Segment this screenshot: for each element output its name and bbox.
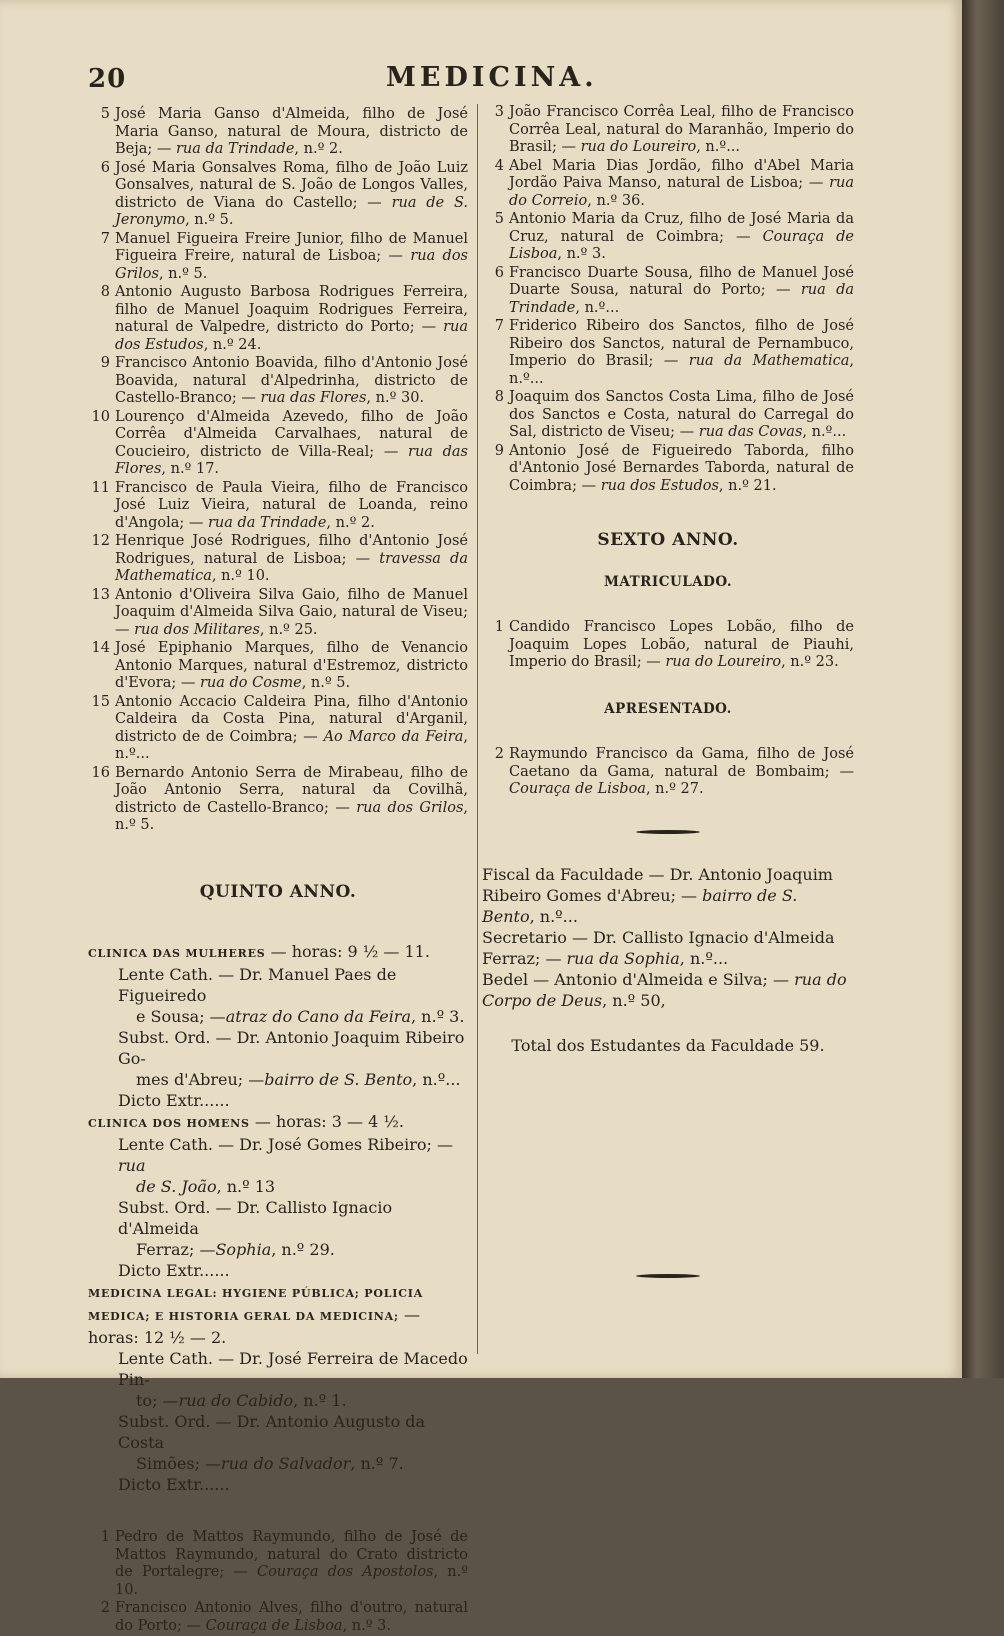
entry-address: rua dos Estudos [115, 319, 468, 353]
entry-address: travessa da Mathematica [115, 550, 468, 584]
list-item [482, 265, 854, 318]
course-staff-continuation: Simões; —rua do Salvador, n.º 7. [136, 1454, 404, 1473]
list-item [482, 746, 854, 799]
entry-text: Francisco Antonio Boavida, filho d'Antonio José Boavida, natural d'Alpedrinha, districto de Castello-Branco; — rua das Flores, n.º 30. [115, 355, 468, 406]
entry-address: rua do Correio [509, 175, 854, 209]
entry-address: rua do Loureiro [580, 139, 697, 155]
entry-text: Francisco Antonio Alves, filho d'outro, natural do Porto; — Couraça de Lisboa, n.º 3. [115, 1600, 468, 1634]
list-item [482, 158, 854, 211]
entry-text: José Maria Ganso d'Almeida, filho de José Maria Ganso, natural de Moura, districto de Beja; — rua da Trindade, n.º 2. [115, 106, 468, 157]
list-item [482, 211, 854, 264]
list-item [88, 106, 468, 159]
list-item [482, 104, 854, 157]
entry-text: Antonio Augusto Barbosa Rodrigues Ferreira, filho de Manuel Joaquim Rodrigues Ferreira, natural de Valpedre, districto do Porto; — rua dos Estudos, n.º 24. [115, 284, 468, 353]
list-item [88, 409, 468, 479]
course-staff-continuation: to; —rua do Cabido, n.º 1. [136, 1391, 347, 1410]
entry-number: 6 [494, 264, 504, 281]
entry-number: 9 [494, 442, 504, 459]
entry-number: 4 [494, 157, 504, 174]
list-item [88, 160, 468, 230]
entry-text: Francisco de Paula Vieira, filho de Francisco José Luiz Vieira, natural de Loanda, reino d'Angola; — rua da Trindade, n.º 2. [115, 479, 468, 531]
entry-text: José Maria Gonsalves Roma, filho de João Luiz Gonsalves, natural de S. João de Longos Valles, districto de Viana do Castello; — rua de S. Jeronymo, n.º 5. [115, 159, 468, 228]
list-item [88, 1600, 468, 1635]
list-item [88, 355, 468, 408]
course-staff-line: Lente Cath. — Dr. José Gomes Ribeiro; — rua [118, 1135, 453, 1175]
course-staff-line: Subst. Ord. — Dr. Antonio Augusto da Costa [118, 1412, 426, 1452]
entry-address: rua dos Grilos [356, 799, 464, 816]
course-staff-continuation: de S. João, n.º 13 [136, 1177, 276, 1196]
course-block [88, 941, 468, 1111]
entry-address: rua da Trindade [207, 514, 327, 531]
entry-address: rua do Cosme [199, 675, 302, 691]
course-block [88, 1111, 468, 1281]
entry-number: 13 [91, 586, 110, 603]
entry-number: 8 [494, 389, 504, 405]
entry-address: rua do Loureiro [665, 654, 782, 670]
entry-number: 2 [100, 1600, 110, 1616]
course-block [88, 1281, 468, 1495]
staff-address: rua do Cabido [178, 1391, 294, 1410]
course-staff-line: Subst. Ord. — Dr. Callisto Ignacio d'Almeida [118, 1198, 393, 1238]
entry-address: Couraça de Lisboa [205, 1617, 343, 1634]
column-rule [477, 104, 478, 1354]
list-item [482, 443, 854, 496]
entry-address: Couraça dos Apostolos [256, 1564, 434, 1580]
student-total: Total dos Estudantes da Faculdade 59. [511, 1035, 825, 1055]
entry-number: 1 [494, 619, 504, 635]
list-item [88, 284, 468, 354]
page-number: 20 [88, 64, 127, 94]
course-heading: CLINICA DOS HOMENS — horas: 3 — 4 ½. [88, 1112, 404, 1131]
entry-number: 12 [91, 533, 110, 549]
entry-number: 9 [100, 355, 110, 371]
section-title-quinto-anno: QUINTO ANNO. [199, 881, 357, 902]
running-head: MEDICINA. [386, 62, 598, 93]
entry-number: 15 [91, 693, 110, 710]
student-list-matriculado [482, 619, 854, 672]
entry-text: Abel Maria Dias Jordão, filho d'Abel Maria Jordão Paiva Manso, natural de Lisboa; — rua do Correio, n.º 36. [509, 157, 854, 209]
course-staff-line: Dicto Extr...... [118, 1091, 230, 1110]
official-entry: Secretario — Dr. Callisto Ignacio d'Almeida Ferraz; — rua da Sophia, n.º... [482, 927, 835, 968]
left-column [88, 106, 468, 1636]
entry-text: Antonio d'Oliveira Silva Gaio, filho de Manuel Joaquim d'Almeida Silva Gaio, natural de Viseu; — rua dos Militares, n.º 25. [115, 586, 468, 638]
course-name: MEDICINA LEGAL: HYGIENE PÚBLICA; POLICIA MEDICA; E HISTORIA GERAL DA MEDICINA; [88, 1287, 424, 1323]
course-name: CLINICA DOS HOMENS [88, 1117, 250, 1130]
entry-address: rua da Trindade [175, 141, 295, 157]
list-item [482, 619, 854, 672]
entry-text: Candido Francisco Lopes Lobão, filho de Joaquim Lopes Lobão, natural de Piauhi, Imperio do Brasil; — rua do Loureiro, n.º 23. [509, 619, 854, 670]
entry-address: rua de S. Jeronymo [115, 194, 468, 228]
entry-text: Bernardo Antonio Serra de Mirabeau, filho de João Antonio Serra, natural da Covilhã, districto de Castello-Branco; — rua dos Grilos, n.º 5. [115, 764, 468, 833]
student-list-quinto-continued [482, 104, 854, 495]
staff-address: atraz do Cano da Feira [225, 1007, 411, 1026]
entry-number: 6 [100, 159, 110, 176]
entry-address: rua das Flores [115, 443, 468, 477]
course-list [88, 941, 468, 1495]
entry-text: João Francisco Corrêa Leal, filho de Francisco Corrêa Leal, natural do Maranhão, Imperio do Brasil; — rua do Loureiro, n.º... [509, 104, 854, 155]
ornament-divider-bottom [482, 1274, 854, 1278]
subtitle-apresentado: APRESENTADO. [604, 700, 732, 717]
official-address: rua do Corpo de Deus [482, 969, 847, 1010]
entry-number: 1 [100, 1529, 110, 1545]
entry-number: 14 [91, 640, 110, 656]
entry-number: 16 [91, 764, 110, 781]
list-item [88, 1529, 468, 1599]
entry-address: Couraça de Lisboa [509, 781, 646, 797]
entry-text: Lourenço d'Almeida Azevedo, filho de João Corrêa d'Almeida Carvalhaes, natural de Coucieiro, districto de Villa-Real; — rua das Flores, n.º 17. [115, 408, 468, 477]
subtitle-matriculado: MATRICULADO. [603, 573, 733, 590]
entry-address: Ao Marco da Feira [323, 728, 464, 745]
section-title-sexto-anno: SEXTO ANNO. [597, 530, 739, 550]
entry-text: Friderico Ribeiro dos Sanctos, filho de José Ribeiro dos Sanctos, natural de Pernambuco, Imperio do Brasil; — rua da Mathematica, n.º... [509, 318, 854, 387]
list-item [88, 533, 468, 586]
course-heading: CLINICA DAS MULHERES — horas: 9 ½ — 11. [88, 942, 430, 961]
entry-text: José Epiphanio Marques, filho de Venancio Antonio Marques, natural d'Estremoz, districto d'Evora; — rua do Cosme, n.º 5. [115, 640, 468, 691]
entry-address: rua dos Militares [134, 621, 260, 638]
official-entry: Fiscal da Faculdade — Dr. Antonio Joaquim Ribeiro Gomes d'Abreu; — bairro de S. Bento, n.º... [482, 864, 833, 926]
staff-address: rua do Salvador [221, 1454, 351, 1473]
entry-address: rua da Mathematica [688, 353, 850, 369]
entry-number: 7 [100, 230, 110, 247]
entry-address: rua das Flores [260, 390, 367, 406]
list-item [88, 640, 468, 693]
book-spine [962, 0, 1004, 1378]
staff-address: rua [118, 1156, 146, 1175]
faculty-officials [482, 864, 854, 1011]
entry-text: Raymundo Francisco da Gama, filho de José Caetano da Gama, natural de Bombaim; — Couraça de Lisboa, n.º 27. [509, 746, 854, 797]
list-item [88, 231, 468, 284]
student-list-quarto-continued [88, 106, 468, 835]
entry-text: Antonio Maria da Cruz, filho de José Maria da Cruz, natural de Coimbra; — Couraça de Lisboa, n.º 3. [509, 211, 855, 262]
entry-text: Francisco Duarte Sousa, filho de Manuel José Duarte Sousa, natural do Porto; — rua da Trindade, n.º... [509, 264, 854, 316]
official-address: bairro de S. Bento [482, 885, 798, 926]
entry-number: 10 [91, 408, 110, 425]
entry-address: rua das Covas [698, 424, 803, 440]
entry-text: Manuel Figueira Freire Junior, filho de Manuel Figueira Freire, natural de Lisboa; — rua dos Grilos, n.º 5. [115, 230, 468, 282]
course-staff-line: Lente Cath. — Dr. Manuel Paes de Figueiredo [118, 965, 397, 1005]
course-staff-line: Dicto Extr...... [118, 1475, 230, 1494]
entry-address: Couraça de Lisboa [509, 228, 855, 262]
course-heading: MEDICINA LEGAL: HYGIENE PÚBLICA; POLICIA MEDICA; E HISTORIA GERAL DA MEDICINA; — horas: 12 ½ — 2. [88, 1287, 424, 1347]
entry-address: rua dos Estudos [600, 477, 719, 494]
entry-number: 3 [494, 104, 504, 120]
list-item [88, 694, 468, 764]
student-list-apresentado [482, 746, 854, 799]
course-staff-line: Lente Cath. — Dr. José Ferreira de Macedo Pin- [118, 1349, 468, 1389]
entry-text: Antonio José de Figueiredo Taborda, filho d'Antonio José Bernardes Taborda, natural de Coimbra; — rua dos Estudos, n.º 21. [509, 442, 854, 494]
course-staff-continuation: e Sousa; —atraz do Cano da Feira, n.º 3. [136, 1007, 465, 1026]
entry-text: Antonio Accacio Caldeira Pina, filho d'Antonio Caldeira da Costa Pina, natural d'Arganil, districto de de Coimbra; — Ao Marco da Feira, n.º... [115, 693, 468, 762]
staff-address: bairro de S. Bento [264, 1070, 413, 1089]
official-entry: Bedel — Antonio d'Almeida e Silva; — rua do Corpo de Deus, n.º 50, [482, 969, 847, 1010]
entry-text: Joaquim dos Sanctos Costa Lima, filho de José dos Sanctos e Costa, natural do Carregal do Sal, districto de Viseu; — rua das Covas, n.º... [509, 389, 854, 440]
entry-address: rua da Trindade [509, 282, 854, 316]
staff-address: de S. João [136, 1177, 217, 1196]
entry-number: 7 [494, 318, 504, 334]
staff-address: Sophia [215, 1240, 272, 1259]
list-item [88, 480, 468, 533]
list-item [88, 765, 468, 835]
course-staff-line: Subst. Ord. — Dr. Antonio Joaquim Ribeiro Go- [118, 1028, 465, 1068]
entry-number: 8 [100, 284, 110, 300]
list-item [482, 318, 854, 388]
entry-number: 5 [100, 106, 110, 122]
course-name: CLINICA DAS MULHERES [88, 947, 266, 960]
list-item [482, 389, 854, 442]
official-address: rua da Sophia [566, 948, 680, 968]
student-list-quinto [88, 1529, 468, 1635]
entry-number: 11 [91, 479, 110, 496]
entry-text: Henrique José Rodrigues, filho d'Antonio José Rodrigues, natural de Lisboa; — travessa da Mathematica, n.º 10. [115, 533, 468, 584]
course-staff-continuation: mes d'Abreu; —bairro de S. Bento, n.º... [136, 1070, 461, 1089]
entry-text: Pedro de Mattos Raymundo, filho de José de Mattos Raymundo, natural do Crato districto de Portalegre; — Couraça dos Apostolos, n.º 10. [115, 1529, 469, 1598]
right-column [482, 104, 854, 1278]
entry-address: rua dos Grilos [115, 248, 468, 282]
course-staff-line: Dicto Extr...... [118, 1261, 230, 1280]
entry-number: 5 [494, 211, 504, 227]
list-item [88, 587, 468, 640]
entry-number: 2 [494, 746, 504, 762]
course-staff-continuation: Ferraz; —Sophia, n.º 29. [136, 1240, 335, 1259]
